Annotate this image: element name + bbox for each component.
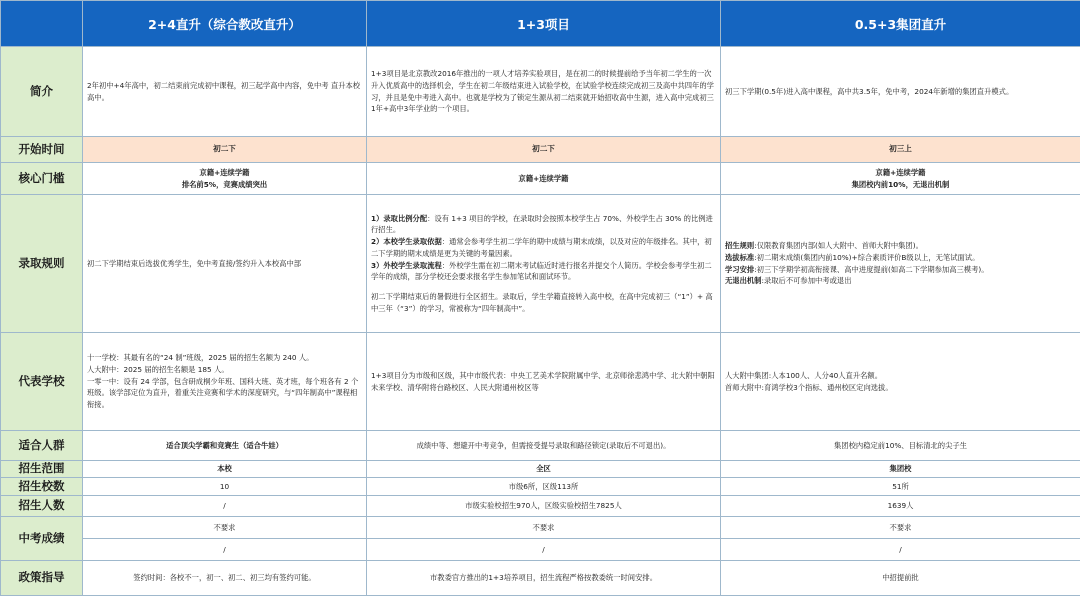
row-suitable <box>1 431 1080 461</box>
policy-cell-0.5plus3: 中招提前批 <box>721 561 1080 596</box>
scope-cell-0.5plus3: 集团校 <box>721 461 1080 478</box>
row-start <box>1 137 1080 163</box>
rules-0.5plus3-line4-heading: 无退出机制 <box>725 276 762 286</box>
core-2plus4-line1: 京籍+连续学籍 <box>199 167 250 177</box>
rules-0.5plus3-line3-text: :初三下学期学初高衔接课、高中进度提前(如高二下学期参加高三模考)。 <box>754 264 989 274</box>
rules-1plus3-para1-text: ：设有 1+3 项目的学校，在录取时会按照本校学生占 70%、外校学生占 30% 的比例进行招生。 <box>371 213 713 235</box>
header-col-1plus3: 1+3项目 <box>367 1 721 47</box>
rules-0.5plus3-line1-text: :仅限教育集团内部(如人大附中、首师大附中集团)。 <box>754 241 923 251</box>
row-exam-a <box>1 517 1080 539</box>
policy-cell-2plus4: 签约时间：各校不一，初一、初二、初三均有签约可能。 <box>83 561 367 596</box>
header-col-0.5plus3: 0.5+3集团直升 <box>721 1 1080 47</box>
rules-0.5plus3-line2-heading: 选拔标准 <box>725 252 755 262</box>
suitable-cell-2plus4: 适合顶尖学霸和竞赛生（适合牛娃） <box>83 431 367 461</box>
core-cell-2plus4 <box>83 163 367 195</box>
schools-0.5plus3-line1: 人大附中集团:人本100人、人分40人直升名额。 <box>725 370 883 380</box>
exam-cell-1plus3-a: 不要求 <box>367 517 721 539</box>
rules-1plus3-para2-text: ：通常会参考学生初二学年的期中成绩与期末成绩，以及对应的年级排名。其中，初二下学期的期末成绩是更为关键的考量因素。 <box>371 237 712 258</box>
rules-0.5plus3-line4-text: :录取后不可参加中考或退出 <box>761 276 852 286</box>
row-rules <box>1 195 1080 333</box>
row-exam-b <box>1 539 1080 561</box>
schools-cell-1plus3: 1+3项目分为市级和区级，其中市级代表：中央工艺美术学院附属中学、北京师徐悲鸿中学、北大附中朝阳未来学校、清华附将台路校区、人民大附通州校区等 <box>367 333 721 431</box>
row-schools <box>1 333 1080 431</box>
exam-cell-0.5plus3-a: 不要求 <box>721 517 1080 539</box>
core-0.5plus3-line2: 集团校内前10%，无退出机制 <box>851 179 950 189</box>
header-row <box>1 1 1080 47</box>
row-scope <box>1 461 1080 478</box>
rules-1plus3-para4: 初二下学期结束后的暑假进行全区招生。录取后，学生学籍直接转入高中校，在高中完成初三（“1”）+ 高中三年（“3”）的学习，常被称为“四年制高中”。 <box>371 291 713 313</box>
policy-cell-1plus3: 市教委官方推出的1+3培养项目，招生流程严格按教委统一时间安排。 <box>367 561 721 596</box>
rules-0.5plus3-line3-heading: 学习安排 <box>725 264 755 274</box>
row-label-people: 招生人数 <box>1 496 83 517</box>
header-col-2plus4: 2+4直升（综合教改直升） <box>83 1 367 47</box>
row-people <box>1 496 1080 517</box>
rules-1plus3-para3 <box>371 260 716 283</box>
people-cell-0.5plus3: 1639人 <box>721 496 1080 517</box>
schools-cell-2plus4 <box>83 333 367 431</box>
start-cell-0.5plus3: 初三上 <box>721 137 1080 163</box>
schools-2plus4-line1: 十一学校：其最有名的“24 制”班级，2025 届的招生名额为 240 人。 <box>87 353 314 363</box>
rules-0.5plus3-line4 <box>725 275 1076 287</box>
rules-1plus3-para3-text: ：外校学生需在初二期末考试临近时进行报名并提交个人简历。学校会参考学生初二学年的成绩，部分学校还会要求报名学生参加笔试和面试环节。 <box>371 260 712 282</box>
rules-0.5plus3-line2 <box>725 252 1076 264</box>
rules-1plus3-para2 <box>371 236 716 259</box>
schools-2plus4-line2: 人大附中：2025 届的招生名额是 185 人。 <box>87 364 229 374</box>
rules-0.5plus3-line2-text: :初二期末成绩(集团内前10%)+综合素质评价B级以上，无笔试面试。 <box>754 252 980 262</box>
suitable-cell-0.5plus3: 集团校内稳定前10%、目标清北的尖子生 <box>721 431 1080 461</box>
header-corner <box>1 1 83 47</box>
count-cell-2plus4: 10 <box>83 478 367 496</box>
rules-0.5plus3-line3 <box>725 264 1076 276</box>
rules-1plus3-para2-heading: 2）本校学生录取依据 <box>371 237 442 247</box>
schools-0.5plus3-line2: 首师大附中:育鸿学校3个指标、通州校区定向选拔。 <box>725 382 893 392</box>
row-label-policy: 政策指导 <box>1 561 83 596</box>
scope-cell-1plus3: 全区 <box>367 461 721 478</box>
exam-cell-1plus3-b: / <box>367 539 721 561</box>
row-count <box>1 478 1080 496</box>
row-label-core: 核心门槛 <box>1 163 83 195</box>
schools-2plus4-line3: 一零一中：设有 24 学部，包含研成桐少年班、国科大班、英才班，每个班各有 2 个班级。该学部定位为直升，着重关注竞赛和学术的深度研究，与“四年制高中”课程相衔接。 <box>87 376 359 409</box>
rules-0.5plus3-line1-heading: 招生规则 <box>725 241 755 251</box>
exam-cell-0.5plus3-b: / <box>721 539 1080 561</box>
count-cell-1plus3: 市级6所，区级113所 <box>367 478 721 496</box>
rules-1plus3-para1-heading: 1）录取比例分配 <box>371 213 428 223</box>
start-cell-1plus3: 初二下 <box>367 137 721 163</box>
row-label-rules: 录取规则 <box>1 195 83 333</box>
rules-cell-1plus3 <box>367 195 721 333</box>
scope-cell-2plus4: 本校 <box>83 461 367 478</box>
intro-cell-0.5plus3: 初三下学期(0.5年)进入高中课程，高中共3.5年，免中考，2024年新增的集团直升模式。 <box>721 47 1080 137</box>
rules-cell-0.5plus3 <box>721 195 1080 333</box>
intro-cell-2plus4: 2年初中+4年高中，初二结束前完成初中课程，初三起学高中内容，免中考 直升本校高中。 <box>83 47 367 137</box>
count-cell-0.5plus3: 51所 <box>721 478 1080 496</box>
row-label-count: 招生校数 <box>1 478 83 496</box>
rules-0.5plus3-line1 <box>725 240 1076 252</box>
suitable-cell-1plus3: 成绩中等、想避开中考竞争，但需接受提号录取和路径锁定(录取后不可退出)。 <box>367 431 721 461</box>
start-cell-2plus4: 初二下 <box>83 137 367 163</box>
people-cell-2plus4: / <box>83 496 367 517</box>
row-label-start: 开始时间 <box>1 137 83 163</box>
core-0.5plus3-line1: 京籍+连续学籍 <box>875 167 926 177</box>
row-label-suitable: 适合人群 <box>1 431 83 461</box>
schools-cell-0.5plus3 <box>721 333 1080 431</box>
core-cell-0.5plus3 <box>721 163 1080 195</box>
rules-1plus3-para1 <box>371 213 716 236</box>
row-label-intro: 简介 <box>1 47 83 137</box>
row-intro <box>1 47 1080 137</box>
exam-cell-2plus4-b: / <box>83 539 367 561</box>
row-core <box>1 163 1080 195</box>
rules-cell-2plus4: 初二下学期结束后选拔优秀学生，免中考直接/签约升入本校高中部 <box>83 195 367 333</box>
exam-cell-2plus4-a: 不要求 <box>83 517 367 539</box>
row-label-exam: 中考成绩 <box>1 517 83 561</box>
row-label-schools: 代表学校 <box>1 333 83 431</box>
rules-1plus3-para3-heading: 3）外校学生录取流程 <box>371 260 442 270</box>
rules-1plus3-spacer <box>371 283 716 291</box>
core-2plus4-line2: 排名前5%，竞赛成绩突出 <box>181 179 268 189</box>
people-cell-1plus3: 市级实验校招生970人，区级实验校招生7825人 <box>367 496 721 517</box>
row-policy <box>1 561 1080 596</box>
row-label-scope: 招生范围 <box>1 461 83 478</box>
intro-cell-1plus3: 1+3项目是北京教改2016年推出的一项人才培养实验项目，是在初二的时候提前给予当年初二学生的一次升入优质高中的选择机会，学生在初二年级结束进入试验学校，在试验学校连续完成初三及高中共四年的学习，并且是免中考进入高中。也就是学校为了锁定生源从初二结束就开始招收高中生源，进入高中完成初三1年+高中3年学业的一个项目。 <box>367 47 721 137</box>
core-cell-1plus3: 京籍+连续学籍 <box>367 163 721 195</box>
